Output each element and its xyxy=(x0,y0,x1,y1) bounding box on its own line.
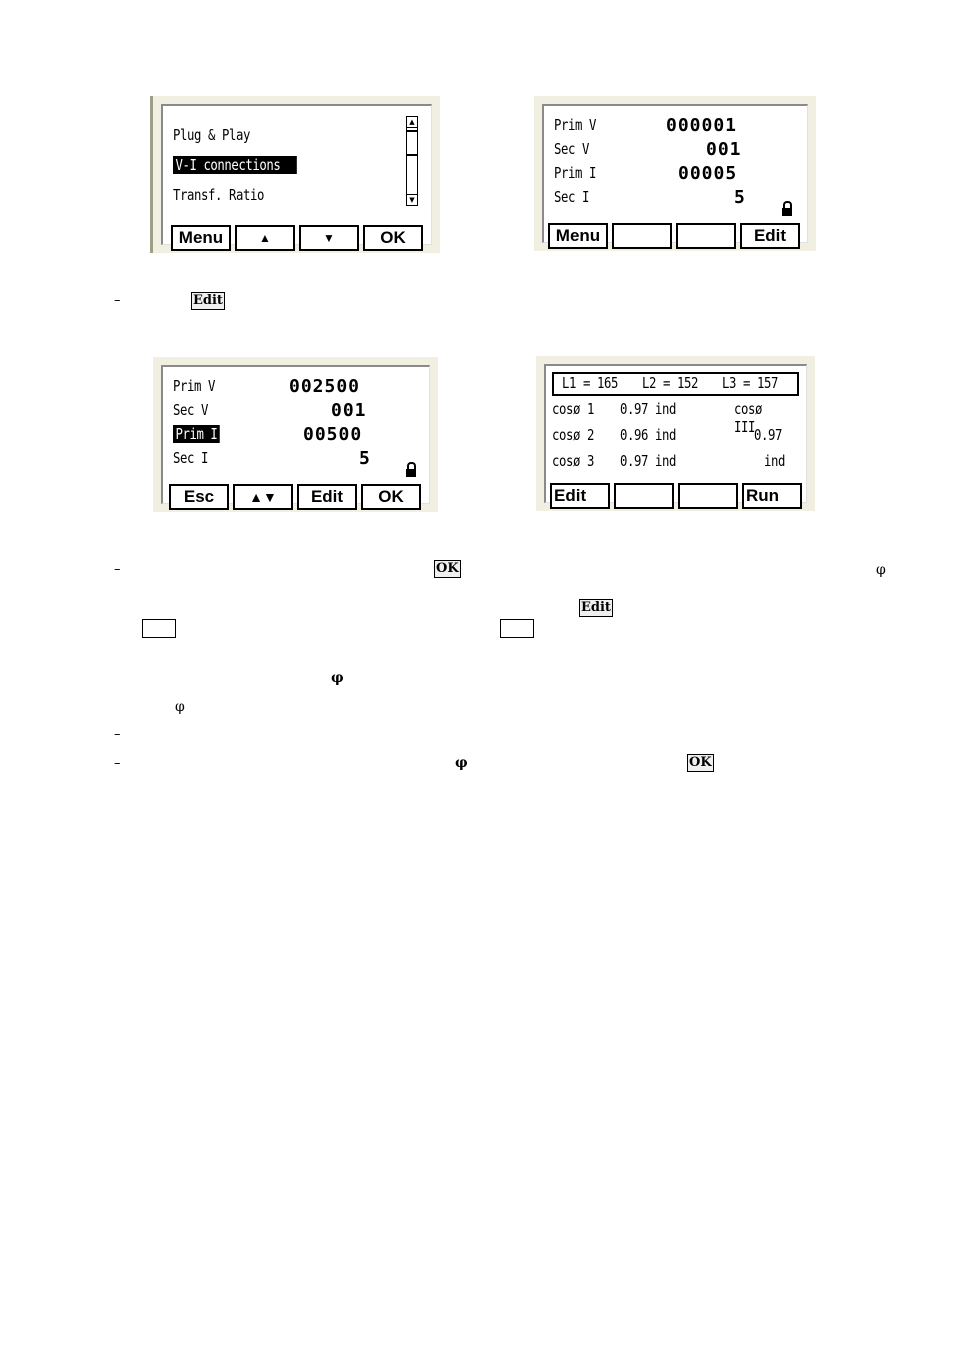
menu-item-label: Plug & Play xyxy=(173,126,250,144)
lcd-screen-menu xyxy=(150,96,440,253)
edit-key-reference: Edit xyxy=(193,293,223,308)
param-value: 00005 xyxy=(678,163,738,184)
softkey-edit[interactable]: Edit xyxy=(550,483,610,509)
param-label: Sec V xyxy=(554,140,589,158)
cosphi-row xyxy=(552,426,802,448)
unlock-icon xyxy=(782,208,792,216)
softkey-ok[interactable]: OK xyxy=(361,484,421,510)
softkey-run[interactable]: Run xyxy=(742,483,802,509)
l1-reading: L1 = 165 xyxy=(562,374,618,392)
cosphi-value: 0.97 ind xyxy=(620,452,676,470)
menu-item-selected[interactable] xyxy=(173,156,421,178)
ok-key-reference: OK xyxy=(436,561,459,576)
scrollbar[interactable] xyxy=(406,116,418,206)
cosphi-right: cosø III xyxy=(734,400,762,436)
softkey-blank[interactable] xyxy=(676,223,736,249)
param-row xyxy=(173,401,419,423)
param-row xyxy=(554,188,797,210)
l2-reading: L2 = 152 xyxy=(642,374,698,392)
blank-key-reference xyxy=(500,619,534,638)
param-row xyxy=(554,164,797,186)
param-label: Sec V xyxy=(173,401,208,419)
softkey-blank[interactable] xyxy=(678,483,738,509)
softkey-up[interactable]: ▲ xyxy=(235,225,295,251)
cosphi-right: ind xyxy=(764,452,785,470)
param-value: 000001 xyxy=(666,115,738,136)
param-value: 001 xyxy=(706,139,742,160)
softkey-menu[interactable]: Menu xyxy=(171,225,231,251)
softkey-bar xyxy=(550,483,811,507)
softkey-bar xyxy=(171,225,436,249)
bullet-dash: – xyxy=(114,727,121,742)
cosphi-right: 0.97 xyxy=(754,426,782,444)
softkey-esc[interactable]: Esc xyxy=(169,484,229,510)
softkey-edit[interactable]: Edit xyxy=(297,484,357,510)
lcd-screen-cosphi xyxy=(536,356,815,511)
param-label: Prim I xyxy=(173,425,220,443)
bullet-dash: – xyxy=(114,756,121,771)
cosphi-label: cosø 2 xyxy=(552,426,594,444)
param-value: 001 xyxy=(331,400,367,421)
blank-key-reference xyxy=(142,619,176,638)
ok-key-reference: OK xyxy=(689,755,712,770)
cosphi-row xyxy=(552,452,802,474)
l3-reading: L3 = 157 xyxy=(722,374,778,392)
menu-item-label: V-I connections xyxy=(173,156,297,174)
unlock-icon xyxy=(406,469,416,477)
param-value: 5 xyxy=(359,448,371,469)
phi-symbol: φ xyxy=(331,670,344,686)
param-row xyxy=(554,116,797,138)
param-label: Sec I xyxy=(554,188,589,206)
param-value: 5 xyxy=(734,187,746,208)
scroll-thumb[interactable] xyxy=(407,130,417,156)
voltage-header xyxy=(552,372,799,396)
softkey-menu[interactable]: Menu xyxy=(548,223,608,249)
softkey-bar xyxy=(548,223,812,247)
softkey-blank[interactable] xyxy=(612,223,672,249)
phi-symbol: φ xyxy=(175,699,185,715)
cosphi-value: 0.96 ind xyxy=(620,426,676,444)
softkey-down[interactable]: ▼ xyxy=(299,225,359,251)
lcd-screen-ratio-edit xyxy=(153,357,438,512)
param-value: 002500 xyxy=(289,376,361,397)
softkey-bar xyxy=(169,484,434,508)
menu-item[interactable] xyxy=(173,126,421,148)
lcd-display xyxy=(161,104,432,245)
param-label: Prim V xyxy=(554,116,596,134)
edit-key-reference: Edit xyxy=(581,600,611,615)
param-label: Sec I xyxy=(173,449,208,467)
bullet-dash: – xyxy=(114,562,121,577)
phi-symbol: φ xyxy=(876,562,886,578)
menu-item[interactable] xyxy=(173,186,421,208)
param-row xyxy=(173,449,419,471)
param-value: 00500 xyxy=(303,424,363,445)
phi-symbol: φ xyxy=(455,755,468,771)
cosphi-label: cosø 3 xyxy=(552,452,594,470)
param-row xyxy=(173,377,419,399)
softkey-edit[interactable]: Edit xyxy=(740,223,800,249)
param-label: Prim I xyxy=(554,164,596,182)
lcd-screen-ratio-view xyxy=(534,96,816,251)
menu-item-label: Transf. Ratio xyxy=(173,186,264,204)
param-row xyxy=(554,140,797,162)
softkey-ok[interactable]: OK xyxy=(363,225,423,251)
param-row-selected[interactable] xyxy=(173,425,419,447)
cosphi-value: 0.97 ind xyxy=(620,400,676,418)
cosphi-label: cosø 1 xyxy=(552,400,594,418)
scroll-up-icon[interactable]: ▲ xyxy=(407,117,417,128)
softkey-blank[interactable] xyxy=(614,483,674,509)
scroll-down-icon[interactable]: ▼ xyxy=(407,194,417,205)
bullet-dash: – xyxy=(114,293,121,308)
softkey-updown[interactable]: ▲▼ xyxy=(233,484,293,510)
param-label: Prim V xyxy=(173,377,215,395)
